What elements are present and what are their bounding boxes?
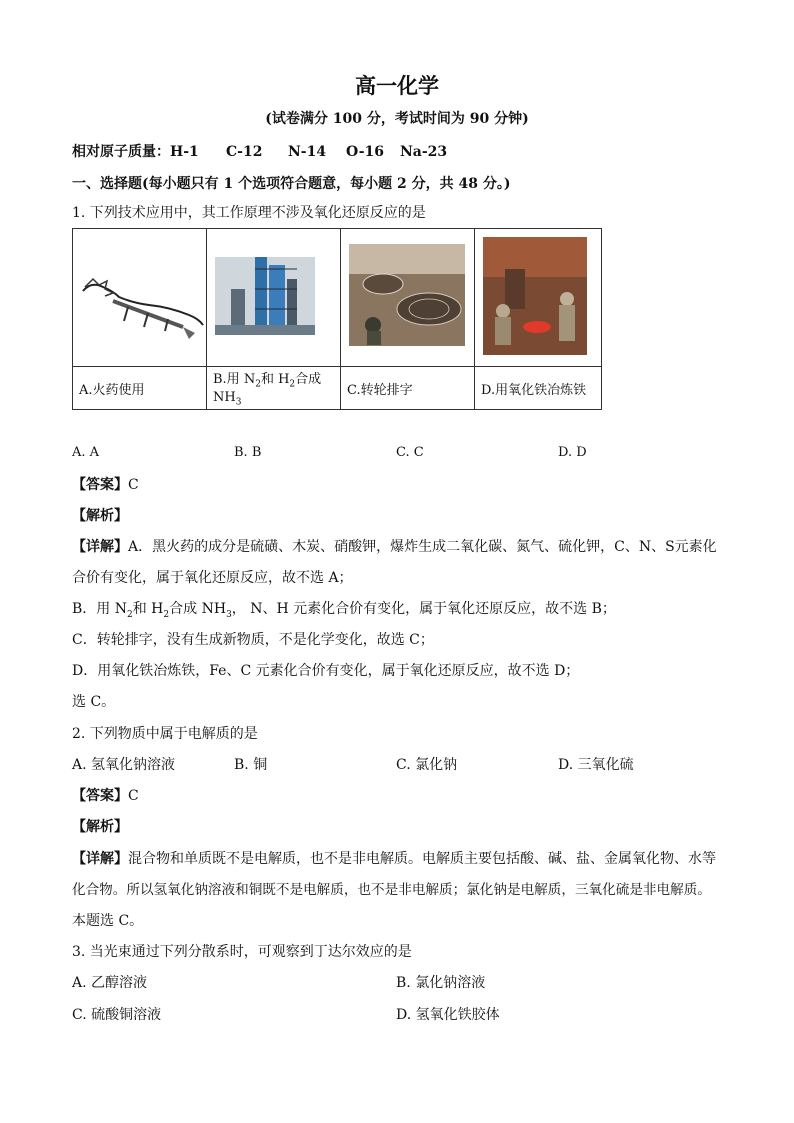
q1-caption-a: A.火药使用 bbox=[73, 367, 207, 410]
q2-detail-2: 化合物。所以氢氧化钠溶液和铜既不是电解质，也不是非电解质；氯化钠是电解质，三氧化硫是非电解质。 bbox=[72, 882, 711, 898]
q3-option-a: A. 乙醇溶液 bbox=[72, 975, 148, 991]
atomic-mass-n: N-14 bbox=[288, 144, 327, 160]
q2-answer: 【答案】C bbox=[72, 788, 139, 804]
q1-image-table bbox=[72, 228, 602, 410]
q1-analysis-tag: 【解析】 bbox=[72, 508, 128, 524]
atomic-mass-na: Na-23 bbox=[400, 144, 448, 160]
section-heading: 一、选择题(每小题只有 1 个选项符合题意，每小题 2 分，共 48 分。) bbox=[72, 176, 511, 192]
q2-analysis-tag: 【解析】 bbox=[72, 819, 128, 835]
q1-detail-c: C．转轮排字，没有生成新物质，不是化学变化，故选 C； bbox=[72, 632, 434, 648]
q2-option-c: C. 氯化钠 bbox=[396, 757, 458, 773]
atomic-masses-label: 相对原子质量： bbox=[72, 144, 170, 160]
q1-option-c: C. C bbox=[396, 445, 424, 460]
q1-image-b bbox=[207, 229, 341, 367]
q1-detail-b: B．用 $N_2$和 $H_2$合成 $NH_3$， N、H 元素化合价有变化，属于氧化还原反应，故不选 B； bbox=[72, 601, 616, 620]
q1-option-b: B. B bbox=[234, 445, 262, 460]
q2-option-d: D. 三氧化硫 bbox=[558, 757, 634, 773]
q3-stem: 3. 当光束通过下列分散系时，可观察到丁达尔效应的是 bbox=[72, 944, 412, 960]
q1-image-a bbox=[73, 229, 207, 367]
q1-image-d bbox=[475, 229, 602, 367]
exam-info: (试卷满分 100 分，考试时间为 90 分钟) bbox=[265, 111, 529, 127]
q1-caption-c: C.转轮排字 bbox=[341, 367, 475, 410]
q1-caption-b: B.用 $N_2$和 $H_2$合成 $NH_3$ bbox=[207, 367, 341, 410]
q3-option-d: D. 氢氧化铁胶体 bbox=[396, 1007, 500, 1023]
q2-option-b: B. 铜 bbox=[234, 757, 268, 773]
atomic-masses bbox=[72, 141, 447, 161]
q2-option-a: A. 氢氧化钠溶液 bbox=[72, 757, 176, 773]
atomic-mass-c: C-12 bbox=[226, 144, 263, 160]
q1-detail-a1: 【详解】A．黑火药的成分是硫磺、木炭、硝酸钾，爆炸生成二氧化碳、氮气、硫化钾，C、N、S元素化 bbox=[72, 539, 717, 555]
q3-option-b: B. 氯化钠溶液 bbox=[396, 975, 486, 991]
q1-option-a: A. A bbox=[72, 445, 100, 460]
atomic-mass-h: H-1 bbox=[170, 144, 199, 160]
type-wheel-icon bbox=[341, 229, 474, 362]
q1-answer: 【答案】C bbox=[72, 477, 139, 493]
factory-icon bbox=[207, 229, 340, 362]
q3-option-c: C. 硫酸铜溶液 bbox=[72, 1007, 162, 1023]
page-title: 高一化学 bbox=[355, 73, 439, 98]
q1-conclusion: 选 C。 bbox=[72, 694, 116, 710]
q1-stem: 1. 下列技术应用中，其工作原理不涉及氧化还原反应的是 bbox=[72, 205, 426, 221]
q1-detail-d: D．用氧化铁冶炼铁，Fe、C 元素化合价有变化，属于氧化还原反应，故不选 D； bbox=[72, 663, 580, 679]
iron-smelting-icon bbox=[475, 229, 601, 362]
atomic-mass-o: O-16 bbox=[346, 144, 385, 160]
q2-detail-1: 【详解】混合物和单质既不是电解质，也不是非电解质。电解质主要包括酸、碱、盐、金属氧化物、水等 bbox=[72, 851, 716, 867]
q2-stem: 2. 下列物质中属于电解质的是 bbox=[72, 726, 258, 742]
q1-detail-a2: 合价有变化，属于氧化还原反应，故不选 A； bbox=[72, 570, 353, 586]
q1-caption-d: D.用氧化铁冶炼铁 bbox=[475, 367, 602, 410]
rocket-dragon-icon bbox=[73, 229, 206, 362]
q1-option-d: D. D bbox=[558, 445, 587, 460]
q2-detail-3: 本题选 C。 bbox=[72, 913, 144, 929]
q1-image-c bbox=[341, 229, 475, 367]
